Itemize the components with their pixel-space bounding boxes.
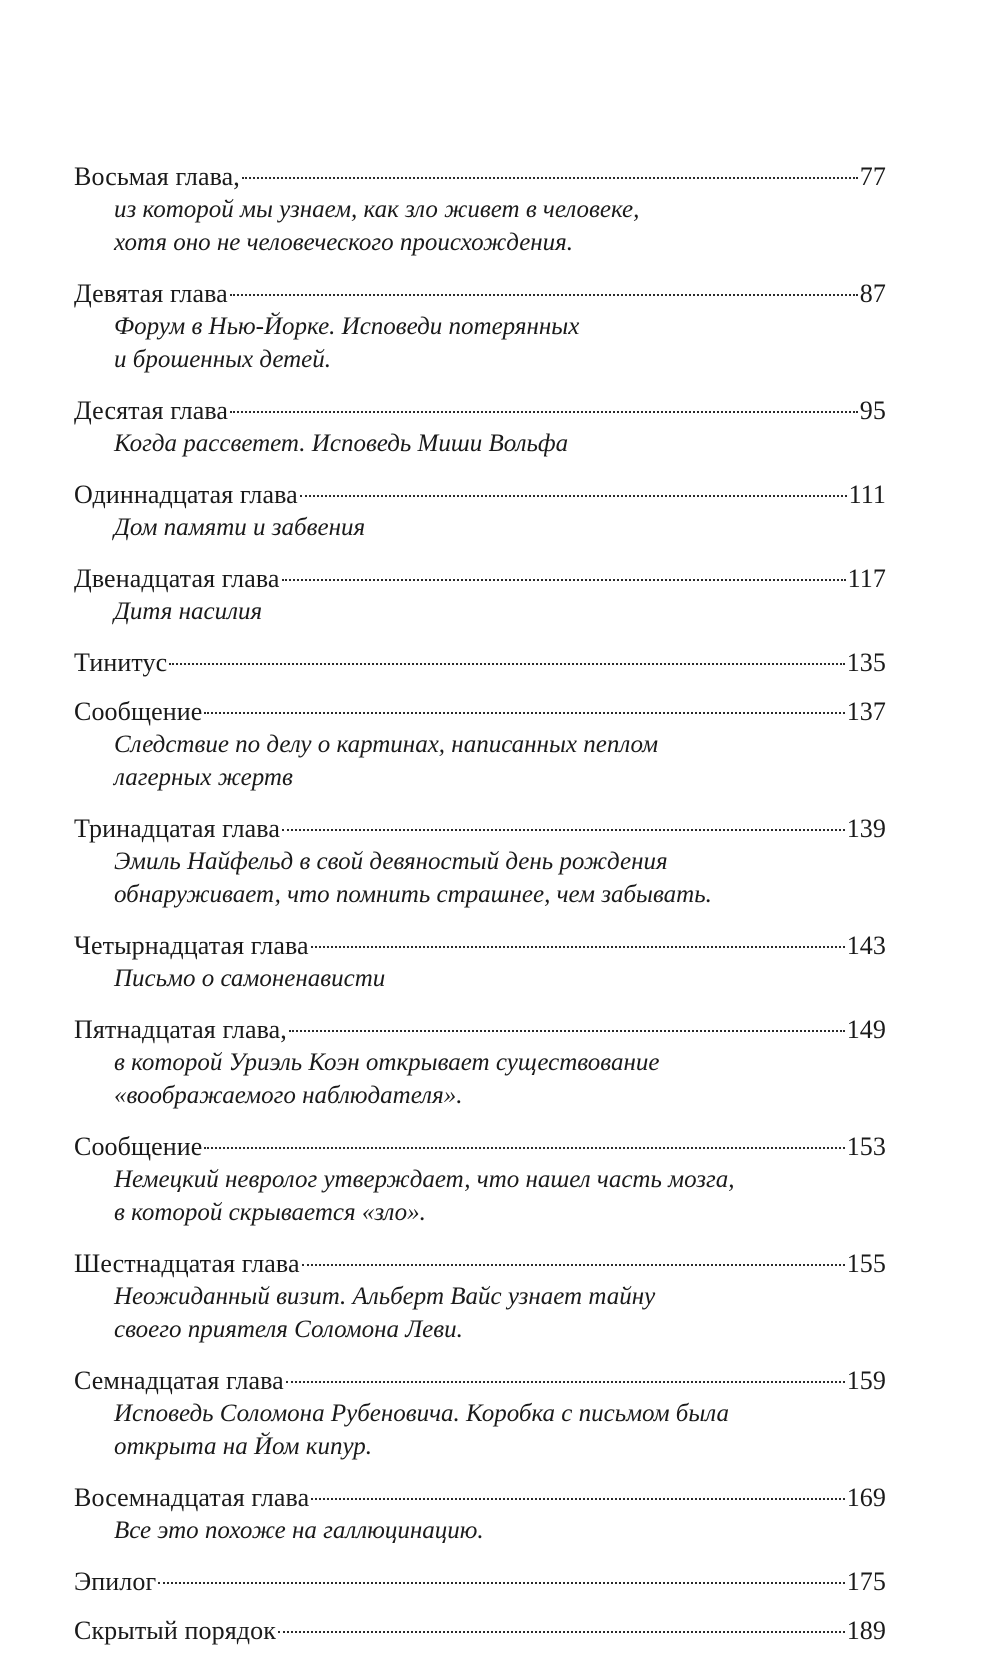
page-number: 111 [848, 480, 886, 509]
chapter-subtitle [74, 511, 886, 544]
dot-leader [282, 829, 845, 831]
chapter-subtitle [74, 1163, 886, 1229]
chapter-title: Семнадцатая глава [74, 1366, 284, 1395]
page-number: 159 [846, 1366, 886, 1395]
subtitle-line: «воображаемого наблюдателя». [114, 1082, 463, 1109]
dot-leader [300, 495, 847, 497]
toc-title-line [74, 1481, 886, 1514]
chapter-title: Шестнадцатая глава [74, 1249, 300, 1278]
page-number: 189 [846, 1616, 886, 1645]
dot-leader [286, 1381, 845, 1383]
toc-title-line [74, 277, 886, 310]
chapter-subtitle [74, 595, 886, 628]
chapter-subtitle [74, 1280, 886, 1346]
toc-title-line [74, 478, 886, 511]
toc-title-line [74, 1013, 886, 1046]
dot-leader [169, 663, 844, 665]
page-number: 169 [846, 1483, 886, 1512]
subtitle-line: и брошенных детей. [114, 346, 331, 373]
dot-leader [311, 1498, 844, 1500]
page-number: 149 [846, 1015, 886, 1044]
toc-entry [74, 1565, 886, 1598]
chapter-subtitle [74, 310, 886, 376]
toc-entry [74, 929, 886, 995]
dot-leader [282, 579, 846, 581]
page-number: 137 [846, 697, 886, 726]
toc-entry [74, 1247, 886, 1346]
toc-entry [74, 277, 886, 376]
subtitle-line: из которой мы узнаем, как зло живет в человеке, [114, 196, 640, 223]
chapter-title: Сообщение [74, 1132, 203, 1161]
chapter-subtitle [74, 845, 886, 911]
subtitle-line: Неожиданный визит. Альберт Вайс узнает тайну [114, 1283, 656, 1310]
dot-leader [289, 1030, 845, 1032]
table-of-contents [74, 160, 886, 1663]
chapter-subtitle [74, 962, 886, 995]
chapter-title: Тинитус [74, 648, 168, 677]
subtitle-line: Письмо о самоненависти [114, 965, 386, 992]
dot-leader [230, 411, 858, 413]
page-number: 87 [859, 279, 886, 308]
chapter-subtitle [74, 1397, 886, 1463]
toc-entry [74, 1013, 886, 1112]
chapter-subtitle [74, 1514, 886, 1547]
page-number: 143 [846, 931, 886, 960]
toc-title-line [74, 1130, 886, 1163]
page-number: 155 [846, 1249, 886, 1278]
page-number: 117 [847, 564, 886, 593]
toc-title-line [74, 929, 886, 962]
subtitle-line: Немецкий невролог утверждает, что нашел часть мозга, [114, 1166, 735, 1193]
page-number: 135 [846, 648, 886, 677]
chapter-subtitle [74, 728, 886, 794]
dot-leader [302, 1264, 845, 1266]
toc-title-line [74, 1364, 886, 1397]
toc-title-line [74, 1614, 886, 1647]
subtitle-line: лагерных жертв [114, 764, 293, 791]
chapter-title: Десятая глава [74, 396, 229, 425]
dot-leader [278, 1631, 845, 1633]
dot-leader [311, 946, 845, 948]
chapter-title: Скрытый порядок [74, 1616, 276, 1645]
page-number: 95 [859, 396, 886, 425]
toc-title-line [74, 646, 886, 679]
subtitle-line: обнаруживает, что помнить страшнее, чем забывать. [114, 881, 712, 908]
subtitle-line: Эмиль Найфельд в свой девяностый день рождения [114, 848, 668, 875]
subtitle-line: Все это похоже на галлюцинацию. [114, 1517, 484, 1544]
dot-leader [242, 177, 858, 179]
subtitle-line: Следствие по делу о картинах, написанных пеплом [114, 731, 659, 758]
chapter-title: Одиннадцатая глава [74, 480, 298, 509]
subtitle-line: Дитя насилия [114, 598, 263, 625]
subtitle-line: в которой Уриэль Коэн открывает существование [114, 1049, 660, 1076]
toc-title-line [74, 394, 886, 427]
toc-entry [74, 1364, 886, 1463]
page-number: 77 [859, 162, 886, 191]
chapter-subtitle [74, 193, 886, 259]
chapter-subtitle [74, 1046, 886, 1112]
toc-title-line [74, 1247, 886, 1280]
subtitle-line: Когда рассветет. Исповедь Миши Вольфа [114, 430, 569, 457]
subtitle-line: хотя оно не человеческого происхождения. [114, 229, 574, 256]
toc-entry [74, 478, 886, 544]
chapter-subtitle [74, 427, 886, 460]
chapter-title: Эпилог [74, 1567, 157, 1596]
toc-entry [74, 812, 886, 911]
subtitle-line: Исповедь Соломона Рубеновича. Коробка с письмом была [114, 1400, 730, 1427]
chapter-title: Двенадцатая глава [74, 564, 280, 593]
dot-leader [204, 1147, 844, 1149]
chapter-title: Тринадцатая глава [74, 814, 280, 843]
subtitle-line: своего приятеля Соломона Леви. [114, 1316, 463, 1343]
chapter-title: Сообщение [74, 697, 203, 726]
chapter-title: Восьмая глава, [74, 162, 240, 191]
chapter-title: Девятая глава [74, 279, 228, 308]
toc-title-line [74, 562, 886, 595]
toc-entry [74, 394, 886, 460]
page-number: 139 [846, 814, 886, 843]
chapter-title: Четырнадцатая глава [74, 931, 309, 960]
toc-entry [74, 160, 886, 259]
dot-leader [158, 1582, 844, 1584]
dot-leader [204, 712, 844, 714]
subtitle-line: открыта на Йом кипур. [114, 1433, 372, 1460]
toc-title-line [74, 812, 886, 845]
toc-title-line [74, 695, 886, 728]
page-number: 175 [846, 1567, 886, 1596]
toc-entry [74, 1130, 886, 1229]
subtitle-line: Дом памяти и забвения [114, 514, 366, 541]
toc-title-line [74, 1565, 886, 1598]
toc-entry [74, 646, 886, 679]
page-number: 153 [846, 1132, 886, 1161]
chapter-title: Пятнадцатая глава, [74, 1015, 287, 1044]
toc-entry [74, 1614, 886, 1647]
chapter-title: Восемнадцатая глава [74, 1483, 310, 1512]
toc-entry [74, 1481, 886, 1547]
toc-entry [74, 562, 886, 628]
subtitle-line: Форум в Нью-Йорке. Исповеди потерянных [114, 313, 580, 340]
toc-title-line [74, 160, 886, 193]
toc-entry [74, 695, 886, 794]
subtitle-line: в которой скрывается «зло». [114, 1199, 426, 1226]
dot-leader [230, 294, 858, 296]
